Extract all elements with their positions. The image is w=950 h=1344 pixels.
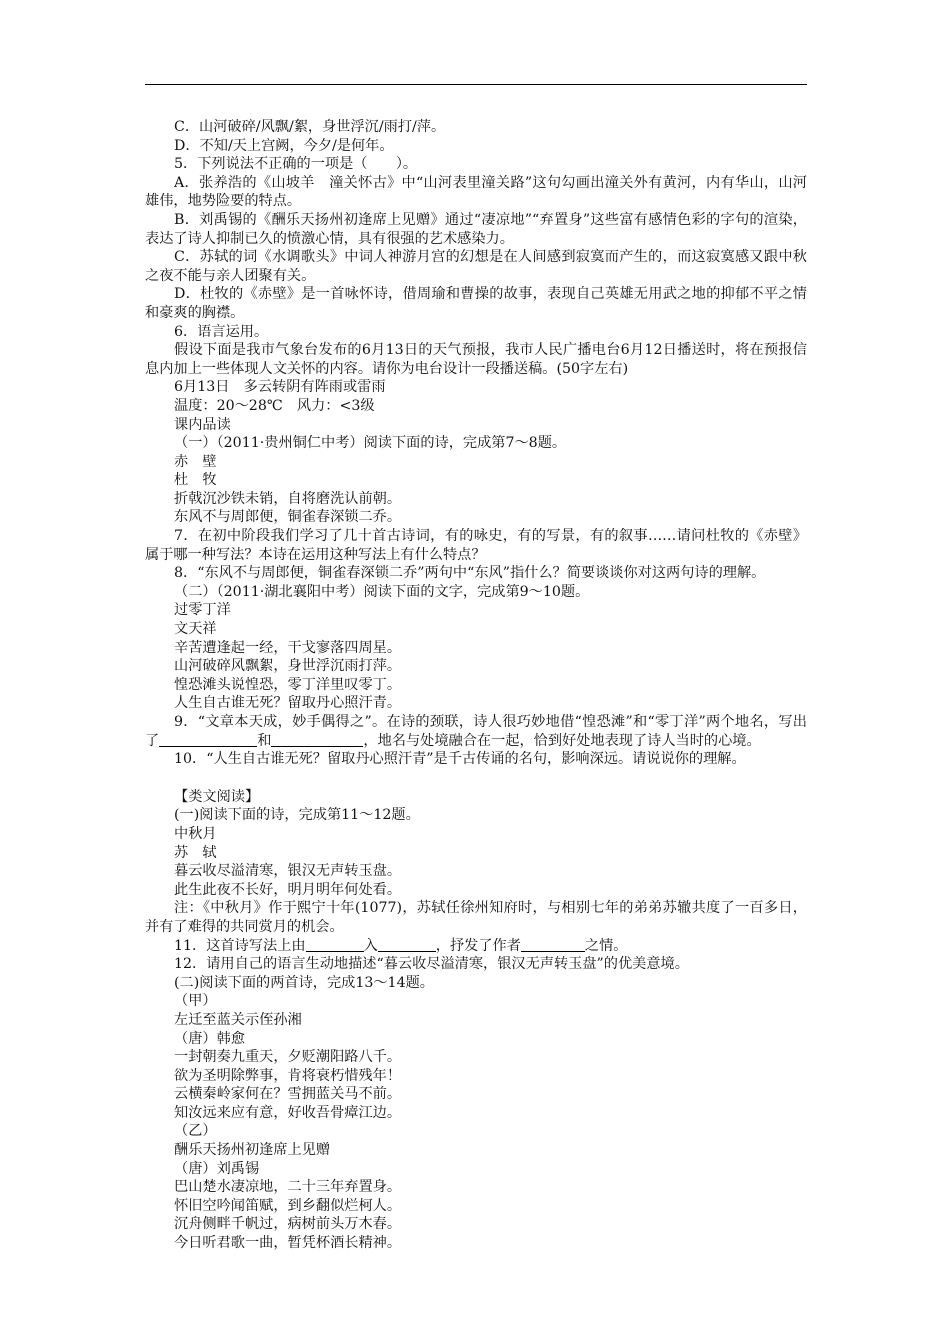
q6-prompt: 假设下面是我市气象台发布的6月13日的天气预报，我市人民广播电台6月12日播送时，将在预报信息内加上一些体现人文关怀的内容。请你为电台设计一段播送稿。(50字左右) <box>145 342 807 377</box>
poem-line: 辛苦遭逢起一经，干戈寥落四周星。 <box>174 639 402 656</box>
spacer <box>145 769 807 788</box>
poem-note: 注：《中秋月》作于熙宁十年(1077)，苏轼任徐州知府时，与相别七年的弟弟苏辙共度了一百多日，并有了难得的共同赏月的机会。 <box>145 900 807 935</box>
poem-line: 此生此夜不长好，明月明年何处看。 <box>174 881 402 898</box>
answer-blank[interactable] <box>521 937 585 952</box>
option-d: D．不知/天上宫阙，今夕/是何年。 <box>174 137 394 154</box>
question-5: 5．下列说法不正确的一项是（ ）。 <box>174 156 418 173</box>
poem-line: 欲为圣明除弊事，肯将衰朽惜残年！ <box>174 1067 402 1084</box>
document-body <box>145 118 807 1253</box>
question-9: 9．“文章本天成，妙手偶得之”。在诗的颈联，诗人很巧妙地借“惶恐滩”和“零丁洋”两个地名，写出了 和 ，地名与处境融合在一起，恰到好处地表现了诗人当时的心境。 <box>145 714 807 749</box>
q5-option-b: B．刘禹锡的《酬乐天扬州初逢席上见赠》通过“凄凉地”“弃置身”这些富有感情色彩的字句的渲染，表达了诗人抑制已久的愤激心情，具有很强的艺术感染力。 <box>145 211 807 247</box>
poem-line: 折戟沉沙铁未销，自将磨洗认前朝。 <box>174 490 402 507</box>
poem-title: 中秋月 <box>174 825 217 842</box>
passage-intro: (一)阅读下面的诗，完成第11～12题。 <box>174 807 420 824</box>
forecast-temp: 温度：20～28℃ 风力：<3级 <box>174 397 375 414</box>
poem-line: 东风不与周郎便，铜雀春深锁二乔。 <box>174 509 402 526</box>
section-heading: 【类文阅读】 <box>174 788 260 805</box>
poem-line: 今日听君歌一曲，暂凭杯酒长精神。 <box>174 1235 402 1252</box>
question-12: 12．请用自己的语言生动地描述“暮云收尽溢清寒，银汉无声转玉盘”的优美意境。 <box>174 956 689 973</box>
poem-line: 惶恐滩头说惶恐，零丁洋里叹零丁。 <box>174 676 402 693</box>
poem-title: 赤 壁 <box>174 453 217 470</box>
question-6: 6．语言运用。 <box>174 323 269 340</box>
passage-1-intro: （一）（2011·贵州铜仁中考）阅读下面的诗，完成第7～8题。 <box>174 435 567 452</box>
poem-line: 知汝远来应有意，好收吾骨瘴江边。 <box>174 1104 402 1121</box>
q5-option-a: A．张养浩的《山坡羊 潼关怀古》中“山河表里潼关路”这句勾画出潼关外有黄河，内有华山，山河雄伟，地势险要的特点。 <box>145 174 807 210</box>
poem-title: 酬乐天扬州初逢席上见赠 <box>174 1142 331 1159</box>
answer-blank[interactable] <box>271 732 363 747</box>
answer-blank[interactable] <box>306 937 364 952</box>
poem-label: （乙） <box>174 1123 217 1140</box>
poem-line: 人生自古谁无死？留取丹心照汗青。 <box>174 695 402 712</box>
poem-line: 沉舟侧畔千帆过，病树前头万木春。 <box>174 1216 402 1233</box>
q5-option-d: D．杜牧的《赤壁》是一首咏怀诗，借周瑜和曹操的故事，表现自己英雄无用武之地的抑郁不平之情和豪爽的胸襟。 <box>145 286 807 321</box>
poem-title: 过零丁洋 <box>174 602 231 619</box>
poem-line: 怀旧空吟闻笛赋，到乡翻似烂柯人。 <box>174 1197 402 1214</box>
poem-line: 云横秦岭家何在？雪拥蓝关马不前。 <box>174 1086 402 1103</box>
question-11: 11．这首诗写法上由 入 ，抒发了作者 之情。 <box>174 937 628 954</box>
poem-title: 左迁至蓝关示侄孙湘 <box>174 1011 302 1028</box>
answer-blank[interactable] <box>159 732 257 747</box>
passage-2-intro: （二）（2011·湖北襄阳中考）阅读下面的文字，完成第9～10题。 <box>174 583 590 600</box>
poem-line: 巴山楚水凄凉地，二十三年弃置身。 <box>174 1179 402 1196</box>
option-c: C．山河破碎/风飘/絮，身世浮沉/雨打/萍。 <box>174 119 446 135</box>
section-heading: 课内品读 <box>174 416 231 433</box>
poem-line: 暮云收尽溢清寒，银汉无声转玉盘。 <box>174 863 402 880</box>
poem-label: （甲） <box>174 993 217 1010</box>
question-10: 10．“人生自古谁无死？留取丹心照汗青”是千古传诵的名句，影响深远。请说说你的理解。 <box>174 751 746 768</box>
poem-line: 山河破碎风飘絮，身世浮沉雨打萍。 <box>174 658 402 675</box>
poem-author: 文天祥 <box>174 621 217 638</box>
q5-option-c: C．苏轼的词《水调歌头》中词人神游月宫的幻想是在人间感到寂寞而产生的，而这寂寞感又跟中秋之夜不能与亲人团聚有关。 <box>145 249 807 284</box>
poem-line: 一封朝奏九重天，夕贬潮阳路八千。 <box>174 1049 402 1066</box>
question-8: 8．“东风不与周郎便，铜雀春深锁二乔”两句中“东风”指什么？简要谈谈你对这两句诗的理解。 <box>174 565 766 582</box>
poem-author: 苏 轼 <box>174 844 217 861</box>
header-rule <box>145 84 807 85</box>
question-7: 7．在初中阶段我们学习了几十首古诗词，有的咏史，有的写景，有的叙事……请问杜牧的《赤壁》属于哪一种写法？本诗在运用这种写法上有什么特点？ <box>145 528 807 563</box>
passage-intro: (二)阅读下面的两首诗，完成13～14题。 <box>174 974 434 991</box>
forecast-date: 6月13日 多云转阴有阵雨或雷雨 <box>174 379 386 396</box>
poem-author: （唐）刘禹锡 <box>174 1160 260 1177</box>
poem-author: （唐）韩愈 <box>174 1030 245 1047</box>
poem-author: 杜 牧 <box>174 472 217 489</box>
answer-blank[interactable] <box>378 937 436 952</box>
